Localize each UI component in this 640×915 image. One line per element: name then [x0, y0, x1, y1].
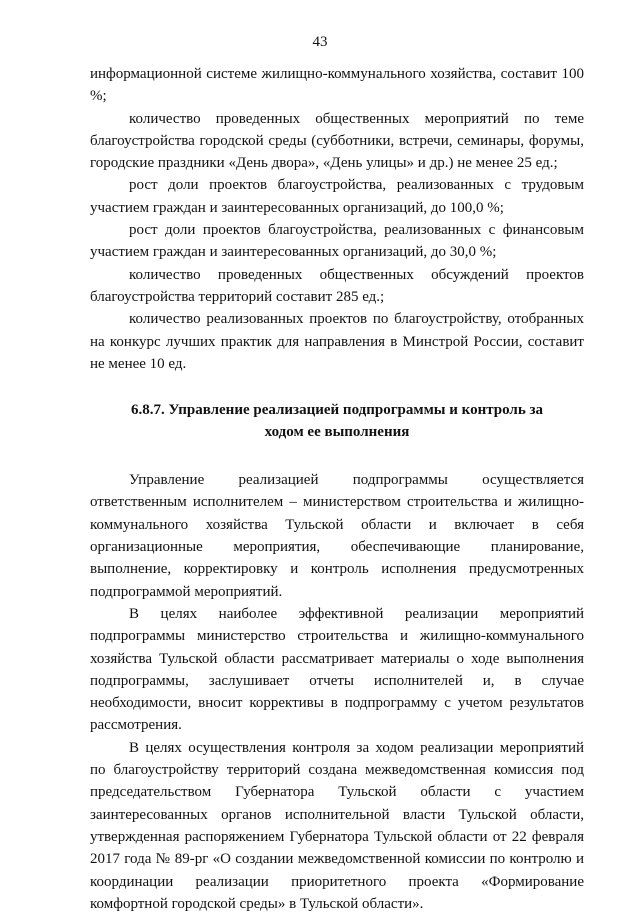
section-heading — [90, 399, 584, 443]
body-paragraph: Управление реализацией подпрограммы осуществляется ответственным исполнителем – министерством строительства и жилищно-коммунального хозяйства Тульской области и включает в себя организационные мероприятия, обеспечивающие планирование, выполнение, корректировку и контроль исполнения предусмотренных подпрограммой мероприятий. — [90, 472, 584, 600]
page-content — [90, 63, 584, 915]
section-heading-line-1: 6.8.7. Управление реализацией подпрограммы и контроль за — [130, 402, 544, 419]
list-item: информационной системе жилищно-коммунального хозяйства, составит 100 %; — [90, 66, 584, 105]
list-item: количество проведенных общественных мероприятий по теме благоустройства городской среды (субботники, встречи, семинары, форумы, городские праздники «День двора», «День улицы» и др.) не менее 25 ед.; — [90, 110, 584, 172]
section-heading-line-2: ходом ее выполнения — [264, 424, 410, 441]
body-paragraph: В целях осуществления контроля за ходом реализации мероприятий по благоустройству территорий создана межведомственная комиссия под председательством Губернатора Тульской области с участием заинтересованных органов исполнительной власти Тульской области, утвержденная распоряжением Губернатора Тульской области от 22 февраля 2017 года № 89-рг «О создании межведомственной комиссии по контролю и координации реализации приоритетного проекта «Формирование комфортной городской среды» в Тульской области». — [90, 739, 584, 912]
body-paragraph: В целях наиболее эффективной реализации мероприятий подпрограммы министерство строительства и жилищно-коммунального хозяйства Тульской области рассматривает материалы о ходе выполнения подпрограммы, заслушивает отчеты исполнителей и, в случае необходимости, вносит коррективы в подпрограмму с учетом результатов рассмотрения. — [90, 605, 584, 734]
page-number: 43 — [312, 34, 328, 50]
list-item: рост доли проектов благоустройства, реализованных с трудовым участием граждан и заинтересованных организаций, до 100,0 %; — [90, 177, 584, 216]
list-item: рост доли проектов благоустройства, реализованных с финансовым участием граждан и заинтересованных организаций, до 30,0 %; — [90, 222, 584, 261]
list-item: количество проведенных общественных обсуждений проектов благоустройства территорий составит 285 ед.; — [90, 266, 584, 305]
list-item: количество реализованных проектов по благоустройству, отобранных на конкурс лучших практик для направления в Минстрой России, составит не менее 10 ед. — [90, 311, 584, 372]
